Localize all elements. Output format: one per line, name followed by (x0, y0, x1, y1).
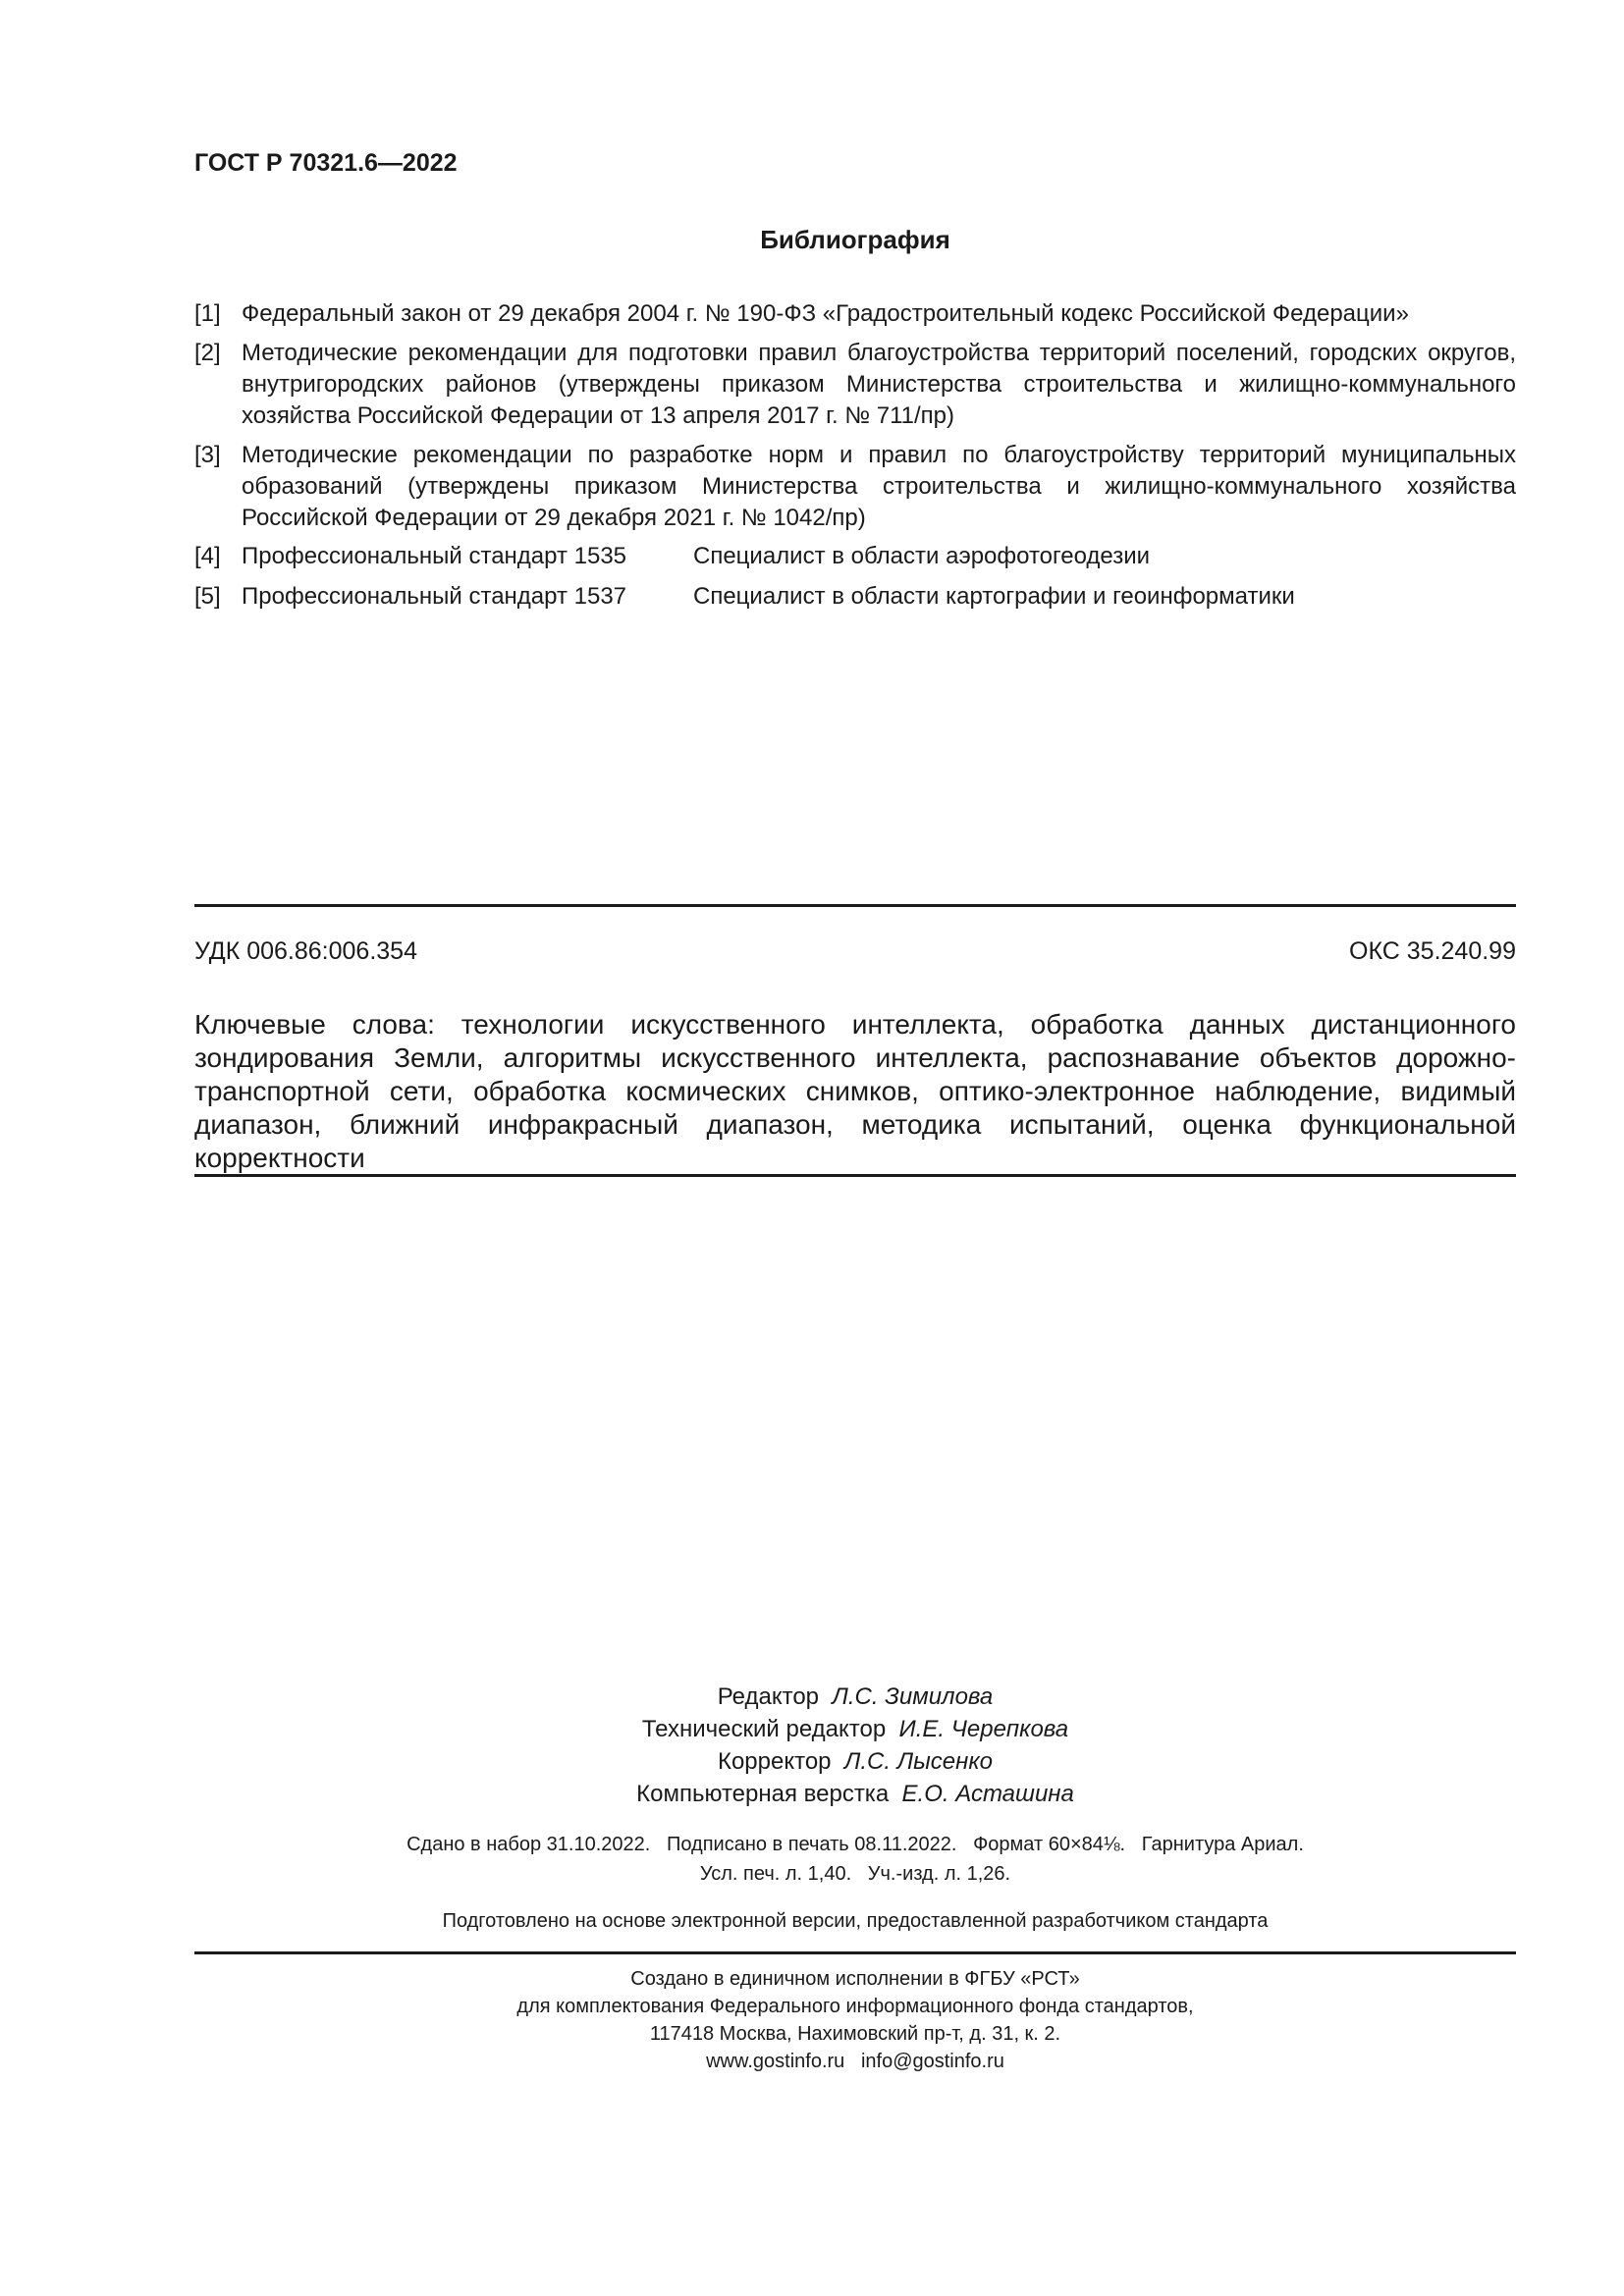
footer-line-4: www.gostinfo.ru info@gostinfo.ru (706, 2051, 1004, 2072)
credit-proofreader: Корректор Л.С. Лысенко (717, 1748, 994, 1775)
credit-editor: Редактор Л.С. Зимилова (717, 1683, 994, 1710)
ref-text: Методические рекомендации по разработке норм и правил по благоустройству территорий муниципальных образований (утверждены приказом Министерства строительства и жилищно-коммунального хозяйства Российской Федерации от 29 декабря 2021 г. № 1042/пр) (242, 442, 1516, 531)
credit-layout: Компьютерная верстка Е.О. Асташина (636, 1781, 1074, 1807)
footer-block (194, 1965, 1516, 2075)
bibliography-ref-1 (194, 298, 1516, 330)
publication-line-1: Сдано в набор 31.10.2022. Подписано в печать 08.11.2022. Формат 60×84⅛. Гарнитура Ариал. (406, 1834, 1304, 1855)
ref-number: [2] (194, 340, 221, 366)
ref-number: [4] (194, 543, 221, 569)
document-code: ГОСТ Р 70321.6—2022 (194, 149, 458, 177)
credits-block (194, 1681, 1516, 1810)
ref-number: [5] (194, 583, 221, 610)
ref-text: Федеральный закон от 29 декабря 2004 г. № 190-ФЗ «Градостроительный кодекс Российской Федерации» (242, 300, 1409, 327)
bibliography-ref-4 (194, 541, 1516, 572)
ref-standard: Профессиональный стандарт 1537 (242, 583, 627, 610)
ref-number: [1] (194, 300, 221, 327)
prepared-note: Подготовлено на основе электронной версии, предоставленной разработчиком стандарта (442, 1910, 1269, 1932)
udk-code: УДК 006.86:006.354 (194, 937, 417, 965)
ref-standard-title: Специалист в области аэрофотогеодезии (693, 543, 1151, 569)
credit-tech-editor: Технический редактор И.Е. Черепкова (641, 1716, 1069, 1742)
publication-line-2: Усл. печ. л. 1,40. Уч.-изд. л. 1,26. (699, 1863, 1011, 1885)
footer-line-2: для комплектования Федерального информационного фонда стандартов, (516, 1996, 1194, 2017)
ref-standard-title: Специалист в области картографии и геоинформатики (693, 583, 1295, 610)
footer-line-3: 117418 Москва, Нахимовский пр-т, д. 31, к. 2. (649, 2023, 1061, 2045)
ref-number: [3] (194, 442, 221, 468)
divider-top (194, 904, 1516, 907)
bibliography-title: Библиография (760, 225, 950, 254)
oks-code: ОКС 35.240.99 (1349, 937, 1516, 965)
bibliography-ref-5 (194, 581, 1516, 613)
divider-keywords (194, 1174, 1516, 1177)
bibliography-ref-2 (194, 338, 1516, 432)
divider-footer (194, 1951, 1516, 1954)
publication-info (194, 1830, 1516, 1889)
bibliography-ref-3 (194, 440, 1516, 534)
ref-text: Методические рекомендации для подготовки правил благоустройства территорий поселений, городских округов, внутригородских районов (утверждены приказом Министерства строительства и жилищно-коммунального хозяйства Российской Федерации от 13 апреля 2017 г. № 711/пр) (242, 340, 1516, 429)
ref-standard: Профессиональный стандарт 1535 (242, 543, 627, 569)
footer-line-1: Создано в единичном исполнении в ФГБУ «РСТ» (630, 1968, 1080, 1990)
keywords-paragraph: Ключевые слова: технологии искусственного интеллекта, обработка данных дистанционного зондирования Земли, алгоритмы искусственного интеллекта, распознавание объектов дорожно-транспортной сети, обработка космических снимков, оптико-электронное наблюдение, видимый диапазон, ближний инфракрасный диапазон, методика испытаний, оценка функциональной корректности (194, 1009, 1516, 1173)
